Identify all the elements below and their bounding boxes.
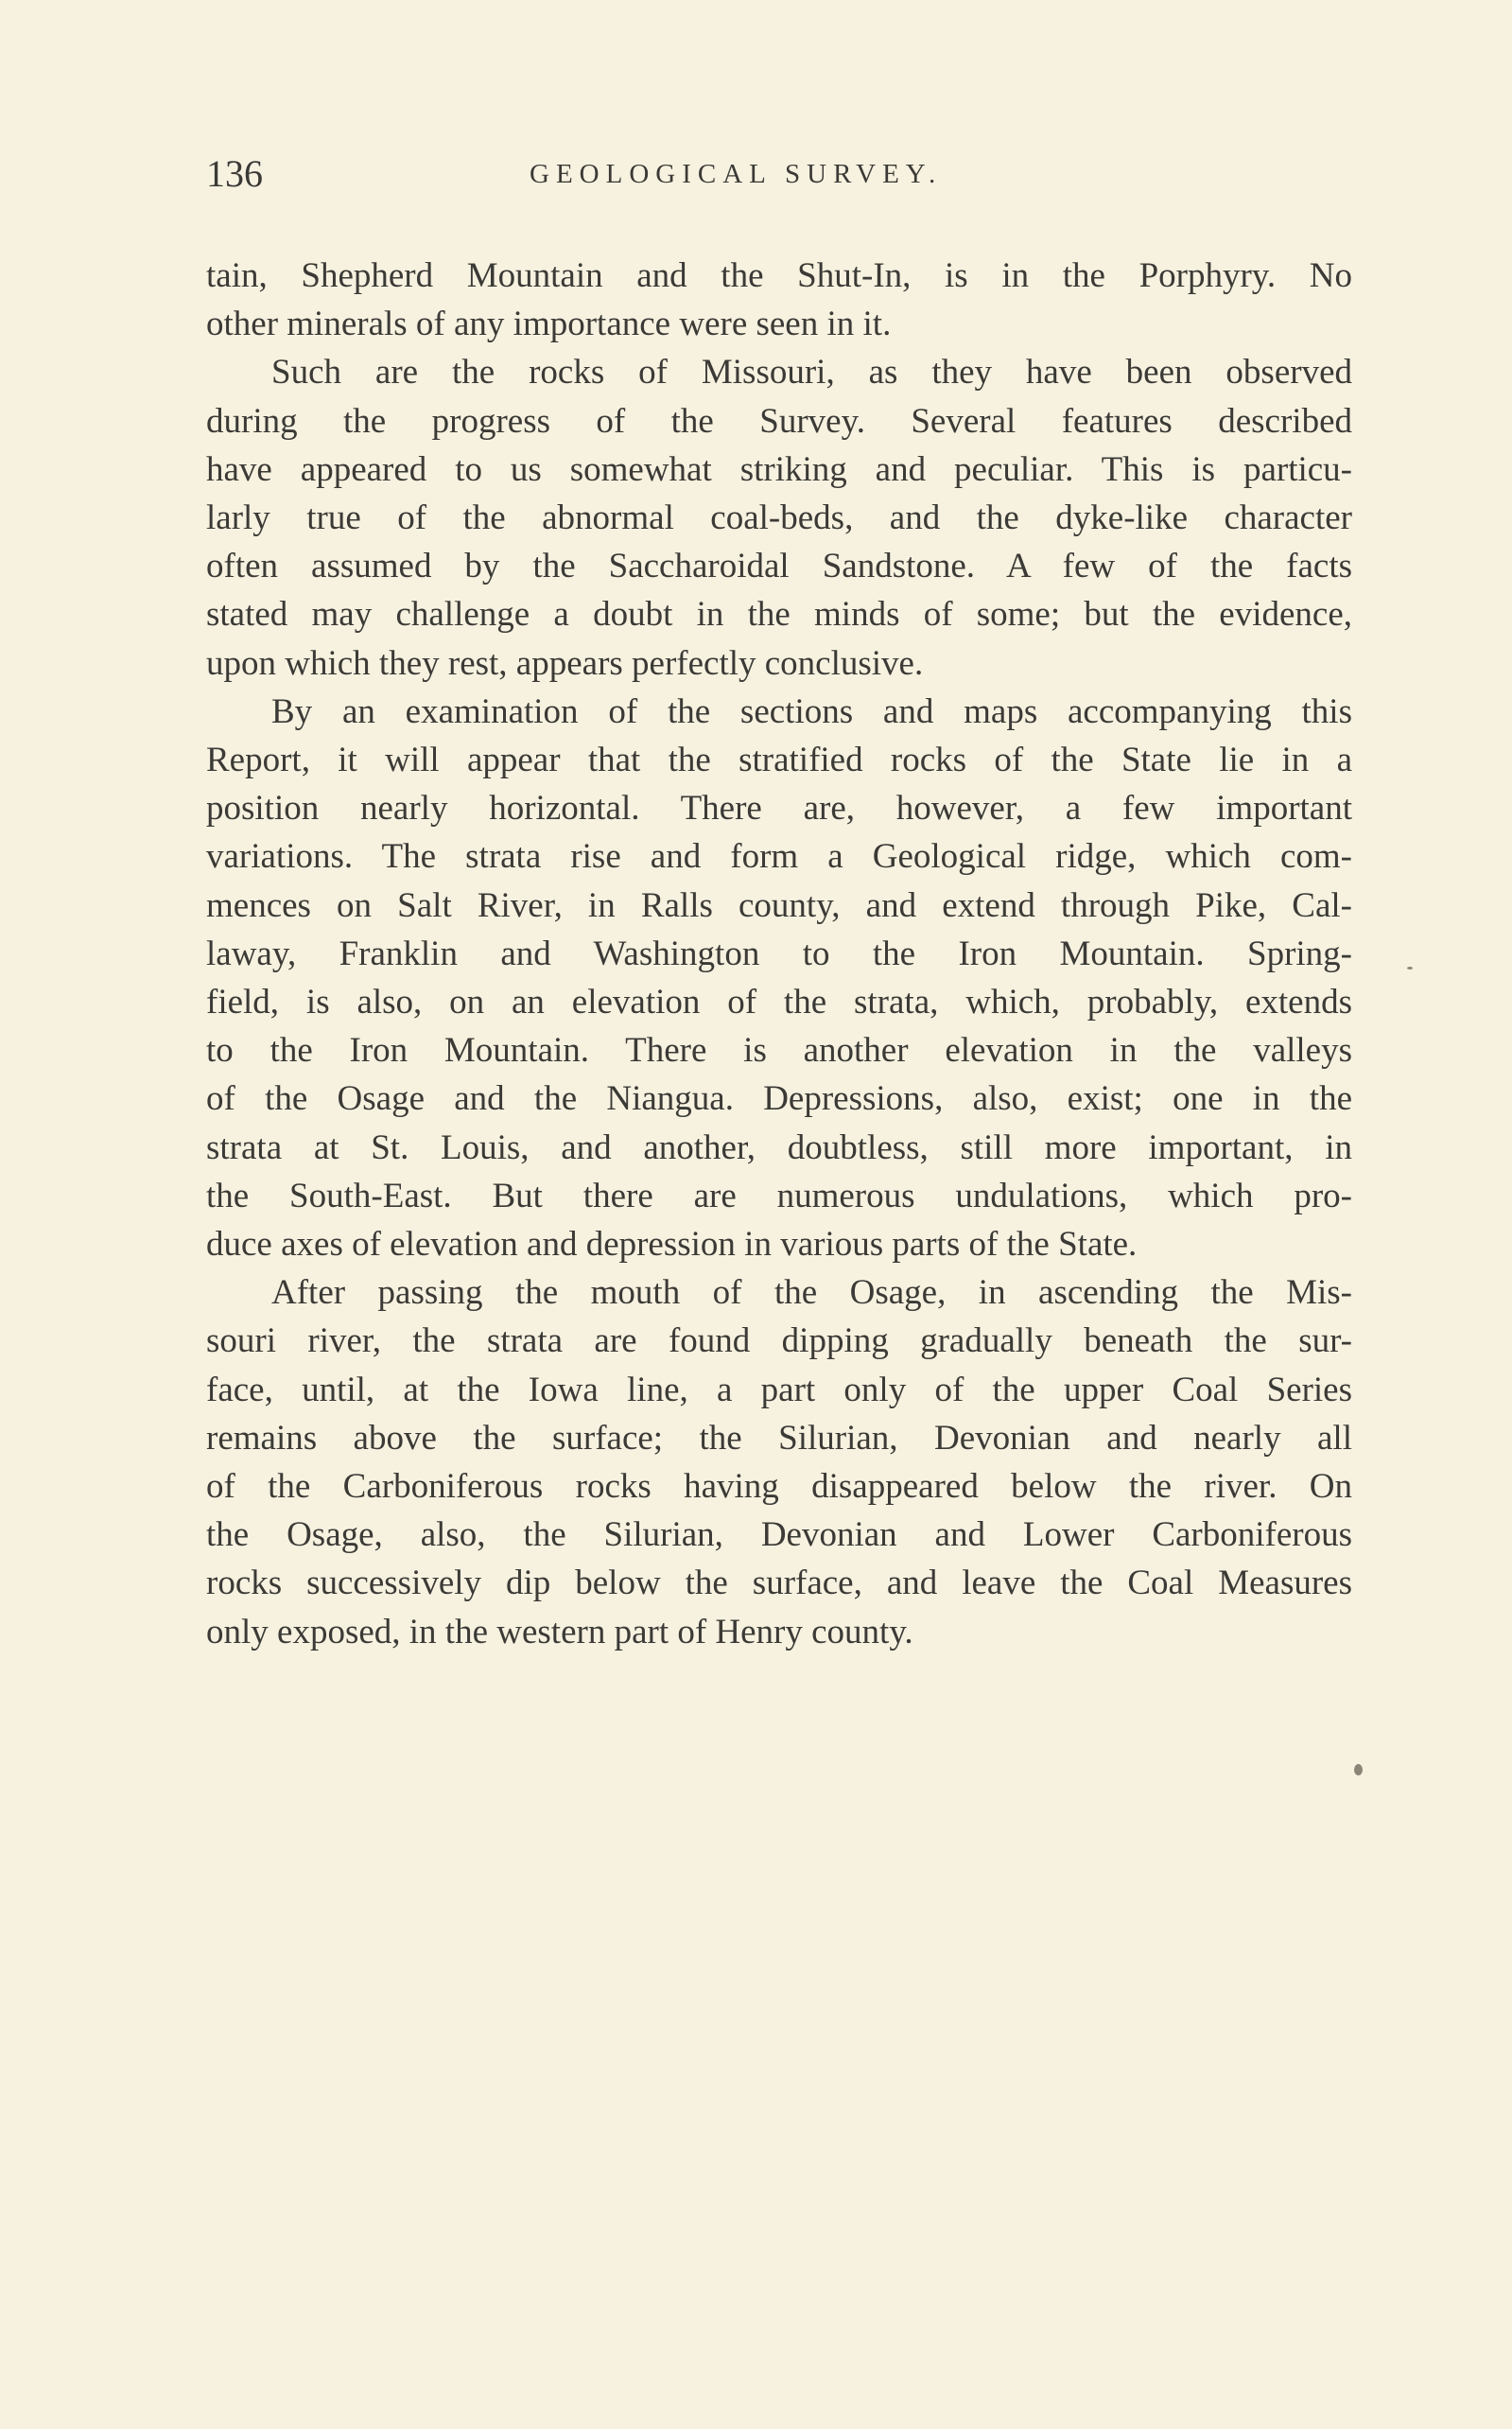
text-line: laway, Franklin and Washington to the Iron Mountain. Spring-	[206, 934, 1352, 973]
text-line: the South-East. But there are numerous undulations, which pro-	[206, 1176, 1352, 1215]
text-line: tain, Shepherd Mountain and the Shut-In, is in the Porphyry. No	[206, 256, 1352, 295]
text-line: have appeared to us somewhat striking and peculiar. This is particu-	[206, 449, 1352, 489]
text-line: After passing the mouth of the Osage, in ascending the Mis-	[271, 1273, 1352, 1313]
running-head: GEOLOGICAL SURVEY.	[530, 159, 943, 189]
text-line: other minerals of any importance were seen in it.	[206, 305, 892, 344]
text-line: mences on Salt River, in Ralls county, and extend through Pike, Cal-	[206, 885, 1352, 925]
ink-speck	[1354, 1764, 1363, 1775]
text-line: during the progress of the Survey. Several features described	[206, 401, 1352, 441]
text-line: duce axes of elevation and depression in various parts of the State.	[206, 1225, 1138, 1264]
text-line: larly true of the abnormal coal-beds, and the dyke-like character	[206, 498, 1352, 537]
text-line: remains above the surface; the Silurian, Devonian and nearly all	[206, 1418, 1352, 1458]
text-line: the Osage, also, the Silurian, Devonian and Lower Carboniferous	[206, 1515, 1352, 1555]
text-line: By an examination of the sections and maps accompanying this	[271, 691, 1352, 731]
text-line: Report, it will appear that the stratified rocks of the State lie in a	[206, 741, 1352, 779]
text-line: of the Osage and the Niangua. Depressions, also, exist; one in the	[206, 1079, 1352, 1119]
ink-speck	[1407, 967, 1413, 970]
text-line: souri river, the strata are found dipping gradually beneath the sur-	[206, 1321, 1352, 1361]
text-line: variations. The strata rise and form a Geological ridge, which com-	[206, 837, 1352, 877]
page-number: 136	[206, 152, 263, 195]
text-line: strata at St. Louis, and another, doubtless, still more important, in	[206, 1127, 1352, 1167]
text-line: position nearly horizontal. There are, however, a few important	[206, 789, 1352, 829]
text-line: stated may challenge a doubt in the minds of some; but the evidence,	[206, 595, 1352, 635]
text-line: face, until, at the Iowa line, a part only of the upper Coal Series	[206, 1370, 1352, 1409]
text-line: to the Iron Mountain. There is another elevation in the valleys	[206, 1031, 1352, 1071]
text-line: Such are the rocks of Missouri, as they have been observed	[271, 353, 1352, 393]
text-line: upon which they rest, appears perfectly conclusive.	[206, 643, 924, 683]
text-line: of the Carboniferous rocks having disappeared below the river. On	[206, 1467, 1352, 1506]
text-line: only exposed, in the western part of Henry county.	[206, 1612, 913, 1651]
text-line: field, is also, on an elevation of the strata, which, probably, extends	[206, 983, 1352, 1022]
text-line: rocks successively dip below the surface, and leave the Coal Measures	[206, 1564, 1352, 1603]
text-line: often assumed by the Saccharoidal Sandstone. A few of the facts	[206, 547, 1352, 586]
